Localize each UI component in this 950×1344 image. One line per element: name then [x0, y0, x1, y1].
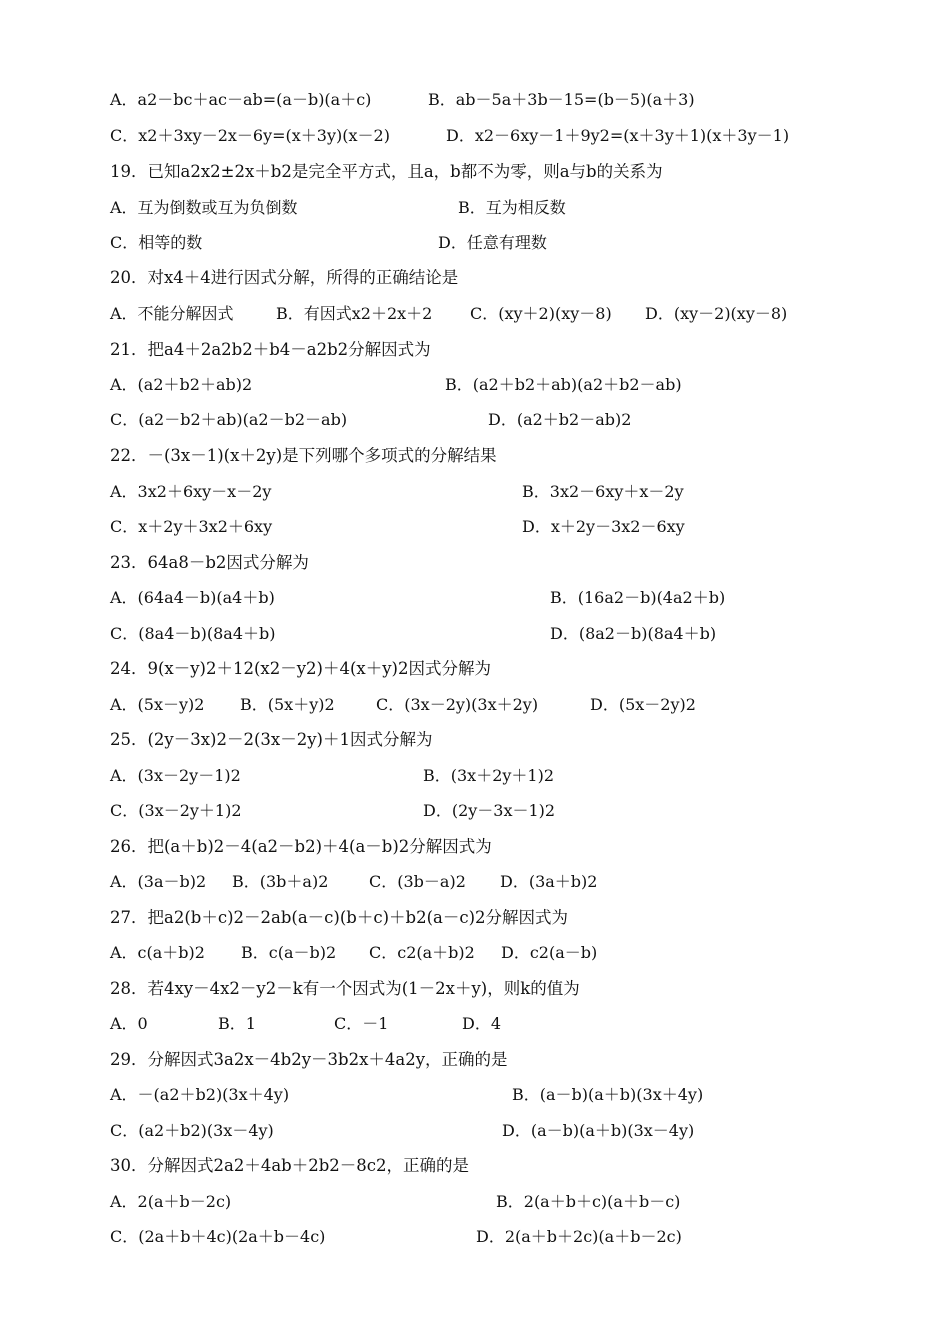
options-row: [0, 588, 950, 624]
question-stem: [0, 268, 950, 304]
option-a: C．(a2＋b2)(3x－4y): [110, 1121, 274, 1140]
option-a: C．x＋2y＋3x2＋6xy: [110, 517, 273, 536]
option-b: D．(a2＋b2－ab)2: [488, 410, 632, 429]
option-a: C．(8a4－b)(8a4＋b): [110, 624, 276, 643]
option-c: C．c2(a＋b)2: [369, 943, 475, 962]
question-stem: [0, 162, 950, 198]
options-row: [0, 1192, 950, 1228]
option-b: B．c(a－b)2: [241, 943, 337, 962]
question-stem: [0, 837, 950, 873]
option-a: A．(64a4－b)(a4＋b): [110, 588, 275, 607]
question-text: 26．把(a＋b)2－4(a2－b2)＋4(a－b)2分解因式为: [110, 837, 492, 856]
options-row: [0, 1085, 950, 1121]
option-d: D．(3a＋b)2: [500, 872, 598, 891]
question-text: 28．若4xy－4x2－y2－k有一个因式为(1－2x＋y)，则k的值为: [110, 979, 580, 998]
options-row: [0, 624, 950, 660]
question-text: 25．(2y－3x)2－2(3x－2y)＋1因式分解为: [110, 730, 433, 749]
option-a: C．x2＋3xy－2x－6y=(x＋3y)(x－2): [110, 126, 390, 145]
question-text: 22．－(3x－1)(x＋2y)是下列哪个多项式的分解结果: [110, 446, 497, 465]
question-stem: [0, 908, 950, 944]
option-a: A．3x2＋6xy－x－2y: [110, 482, 272, 501]
option-a: C．(3x－2y＋1)2: [110, 801, 242, 820]
option-b: D．2(a＋b＋2c)(a＋b－2c): [476, 1227, 682, 1246]
options-row: [0, 1227, 950, 1263]
question-text: 23．64a8－b2因式分解为: [110, 553, 309, 572]
options-row: [0, 126, 950, 162]
question-stem: [0, 446, 950, 482]
option-c: C．(xy＋2)(xy－8): [470, 304, 612, 323]
options-row: [0, 304, 950, 340]
option-b: D．任意有理数: [438, 233, 547, 252]
option-d: D．(xy－2)(xy－8): [645, 304, 788, 323]
option-a: A．(3x－2y－1)2: [110, 766, 241, 785]
option-a: A．c(a＋b)2: [110, 943, 205, 962]
option-a: C．(2a＋b＋4c)(2a＋b－4c): [110, 1227, 326, 1246]
option-a: A．－(a2＋b2)(3x＋4y): [110, 1085, 290, 1104]
option-b: B．ab－5a＋3b－15=(b－5)(a＋3): [428, 90, 695, 109]
option-a: A．(5x－y)2: [110, 695, 205, 714]
question-stem: [0, 659, 950, 695]
option-b: D．(a－b)(a＋b)(3x－4y): [502, 1121, 695, 1140]
option-a: A．不能分解因式: [110, 304, 234, 323]
option-b: B．3x2－6xy＋x－2y: [522, 482, 684, 501]
option-b: D．x2－6xy－1＋9y2=(x＋3y＋1)(x＋3y－1): [446, 126, 790, 145]
options-row: [0, 1121, 950, 1157]
options-row: [0, 482, 950, 518]
option-a: A．(3a－b)2: [110, 872, 207, 891]
option-b: D．(2y－3x－1)2: [423, 801, 556, 820]
question-text: 20．对x4＋4进行因式分解，所得的正确结论是: [110, 268, 459, 287]
option-a: A．0: [110, 1014, 148, 1033]
question-stem: [0, 1050, 950, 1086]
option-b: B．(3b＋a)2: [232, 872, 329, 891]
option-b: B．1: [218, 1014, 256, 1033]
options-row: [0, 872, 950, 908]
option-c: C．(3b－a)2: [369, 872, 466, 891]
question-stem: [0, 1156, 950, 1192]
option-b: B．(a2＋b2＋ab)(a2＋b2－ab): [445, 375, 682, 394]
options-row: [0, 410, 950, 446]
question-stem: [0, 340, 950, 376]
question-stem: [0, 979, 950, 1015]
options-row: [0, 801, 950, 837]
question-stem: [0, 730, 950, 766]
option-a: A．2(a＋b－2c): [110, 1192, 232, 1211]
option-b: D．(8a2－b)(8a4＋b): [550, 624, 717, 643]
options-row: [0, 233, 950, 269]
question-text: 30．分解因式2a2＋4ab＋2b2－8c2，正确的是: [110, 1156, 470, 1175]
option-b: B．有因式x2＋2x＋2: [276, 304, 433, 323]
option-b: D．x＋2y－3x2－6xy: [522, 517, 685, 536]
option-a: C．(a2－b2＋ab)(a2－b2－ab): [110, 410, 348, 429]
options-row: [0, 375, 950, 411]
option-c: C．－1: [334, 1014, 389, 1033]
option-b: B．(3x＋2y＋1)2: [423, 766, 555, 785]
question-text: 29．分解因式3a2x－4b2y－3b2x＋4a2y，正确的是: [110, 1050, 508, 1069]
question-text: 27．把a2(b＋c)2－2ab(a－c)(b＋c)＋b2(a－c)2分解因式为: [110, 908, 569, 927]
option-d: D．c2(a－b): [501, 943, 598, 962]
option-a: C．相等的数: [110, 233, 203, 252]
options-row: [0, 943, 950, 979]
question-text: 21．把a4＋2a2b2＋b4－a2b2分解因式为: [110, 340, 431, 359]
option-d: D．4: [462, 1014, 502, 1033]
question-stem: [0, 553, 950, 589]
option-a: A．(a2＋b2＋ab)2: [110, 375, 253, 394]
option-b: B．(5x＋y)2: [240, 695, 335, 714]
option-a: A．互为倒数或互为负倒数: [110, 198, 298, 217]
option-c: C．(3x－2y)(3x＋2y): [376, 695, 539, 714]
option-a: A．a2－bc＋ac－ab=(a－b)(a＋c): [110, 90, 372, 109]
question-text: 24．9(x－y)2＋12(x2－y2)＋4(x＋y)2因式分解为: [110, 659, 491, 678]
options-row: [0, 695, 950, 731]
options-row: [0, 766, 950, 802]
options-row: [0, 517, 950, 553]
options-row: [0, 1014, 950, 1050]
options-row: [0, 90, 950, 126]
options-row: [0, 198, 950, 234]
option-d: D．(5x－2y)2: [590, 695, 696, 714]
option-b: B．(a－b)(a＋b)(3x＋4y): [512, 1085, 704, 1104]
question-text: 19．已知a2x2±2x＋b2是完全平方式，且a，b都不为零，则a与b的关系为: [110, 162, 663, 181]
option-b: B．2(a＋b＋c)(a＋b－c): [496, 1192, 681, 1211]
option-b: B．互为相反数: [458, 198, 566, 217]
option-b: B．(16a2－b)(4a2＋b): [550, 588, 726, 607]
